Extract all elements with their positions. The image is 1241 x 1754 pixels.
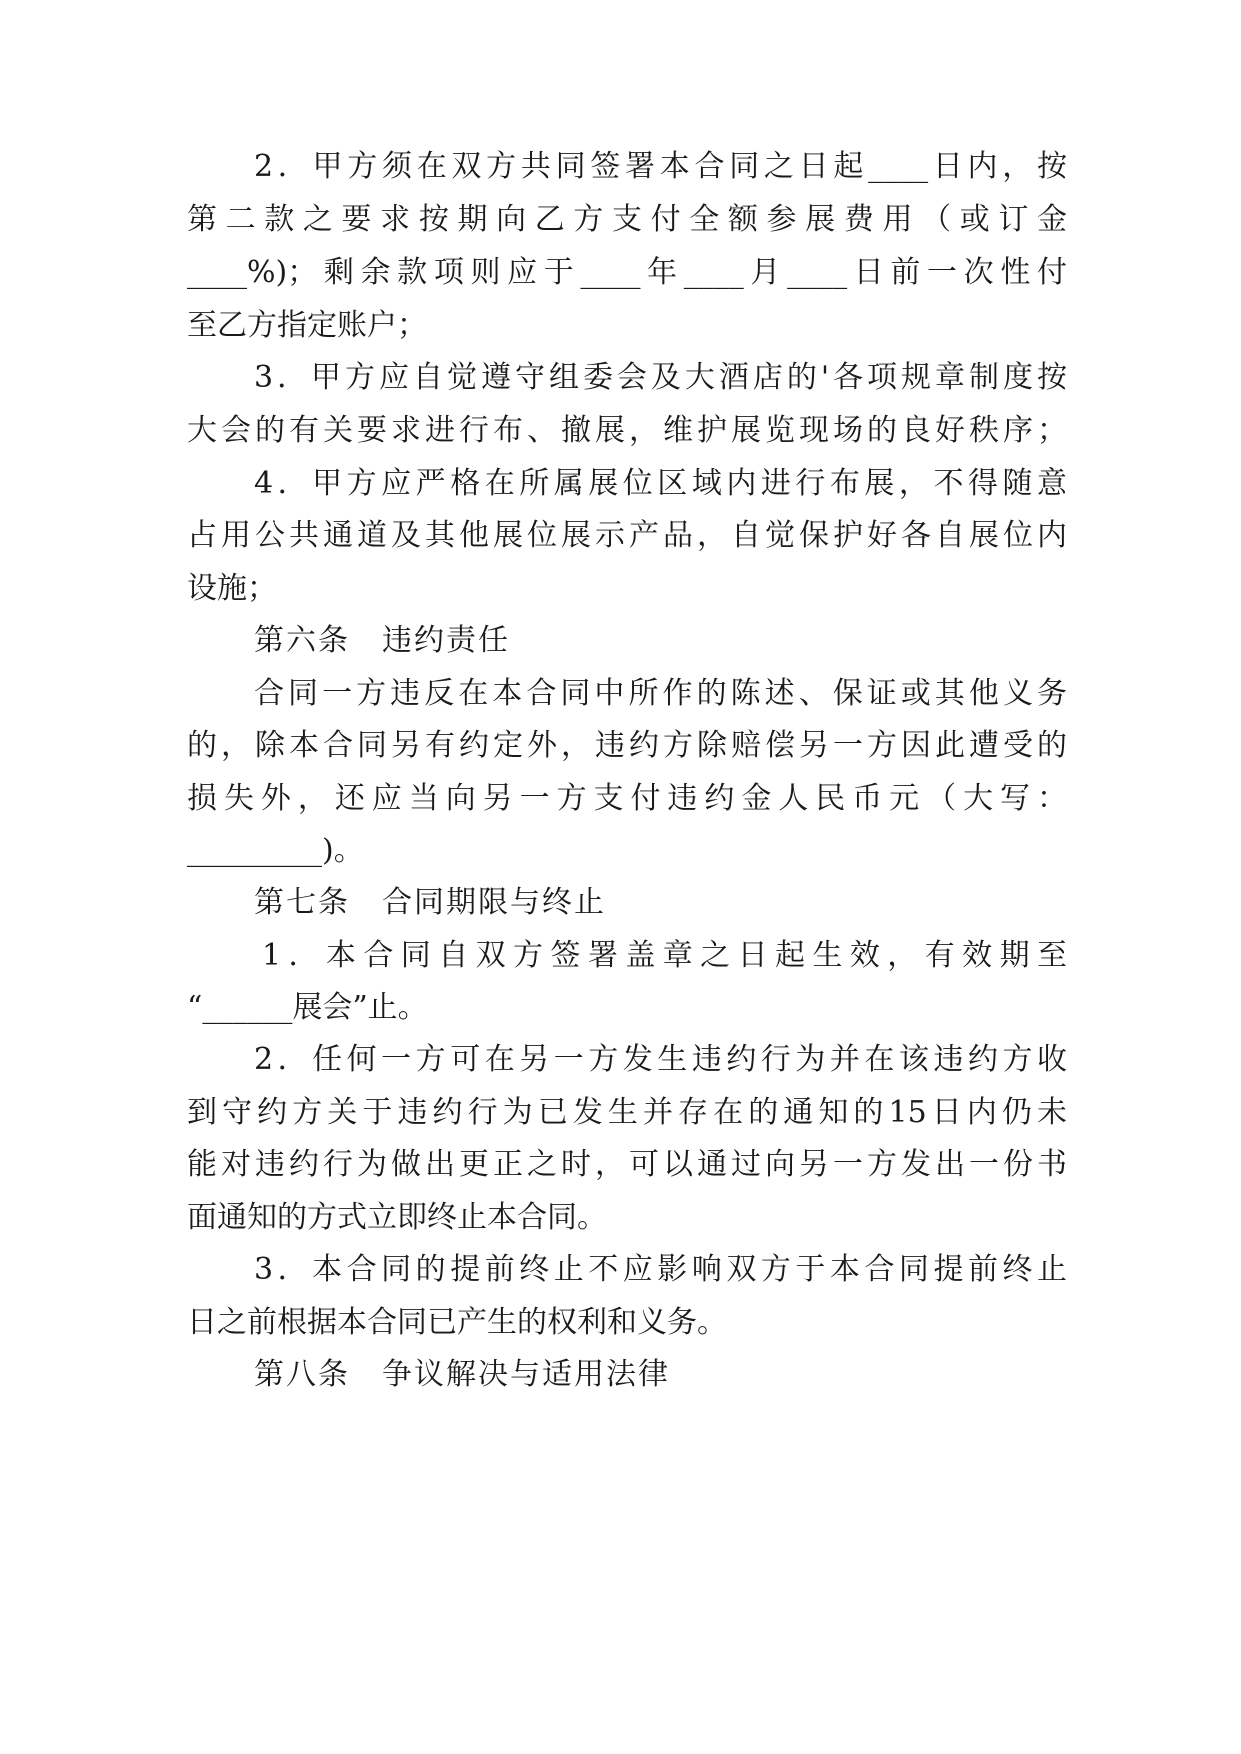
clause-7-1-line-2: “______展会”止。 [187, 990, 428, 1025]
article-6-line-1: 合同一方违反在本合同中所作的陈述、保证或其他义务 [254, 676, 1067, 711]
article-7-heading: 第七条 合同期限与终止 [254, 885, 606, 920]
clause-5-3-line-1: 3．甲方应自觉遵守组委会及大酒店的'各项规章制度按 [254, 360, 1067, 395]
clause-5-4-line-3: 设施； [187, 571, 277, 606]
clause-5-2-line-4: 至乙方指定账户； [187, 308, 427, 343]
article-6-line-2: 的，除本合同另有约定外，违约方除赔偿另一方因此遭受的 [187, 728, 1067, 763]
clause-7-2-line-1: 2．任何一方可在另一方发生违约行为并在该违约方收 [254, 1042, 1067, 1077]
article-6-line-3: 损失外，还应当向另一方支付违约金人民币元（大写： [187, 781, 1067, 816]
article-8-heading: 第八条 争议解决与适用法律 [254, 1357, 670, 1392]
article-6-line-4: _________)。 [187, 833, 364, 868]
clause-5-2-line-2: 第二款之要求按期向乙方支付全额参展费用（或订金 [187, 202, 1067, 237]
clause-5-4-line-2: 占用公共通道及其他展位展示产品，自觉保护好各自展位内 [187, 518, 1067, 553]
clause-7-2-line-3: 能对违约行为做出更正之时，可以通过向另一方发出一份书 [187, 1147, 1067, 1182]
clause-7-3-line-2: 日之前根据本合同已产生的权利和义务。 [187, 1305, 727, 1340]
clause-5-4-line-1: 4．甲方应严格在所属展位区域内进行布展，不得随意 [254, 466, 1067, 501]
clause-7-1-line-1: 1．本合同自双方签署盖章之日起生效，有效期至 [262, 938, 1067, 973]
clause-7-2-line-2: 到守约方关于违约行为已发生并存在的通知的15日内仍未 [187, 1095, 1067, 1130]
article-6-heading: 第六条 违约责任 [254, 623, 510, 658]
clause-5-2-line-3: ____%)；剩余款项则应于____年____月____日前一次性付 [187, 255, 1067, 290]
clause-7-3-line-1: 3．本合同的提前终止不应影响双方于本合同提前终止 [254, 1252, 1067, 1287]
clause-5-2-line-1: 2．甲方须在双方共同签署本合同之日起____日内，按 [254, 149, 1067, 184]
clause-5-3-line-2: 大会的有关要求进行布、撤展，维护展览现场的良好秩序； [187, 413, 1067, 448]
clause-7-2-line-4: 面通知的方式立即终止本合同。 [187, 1200, 607, 1235]
